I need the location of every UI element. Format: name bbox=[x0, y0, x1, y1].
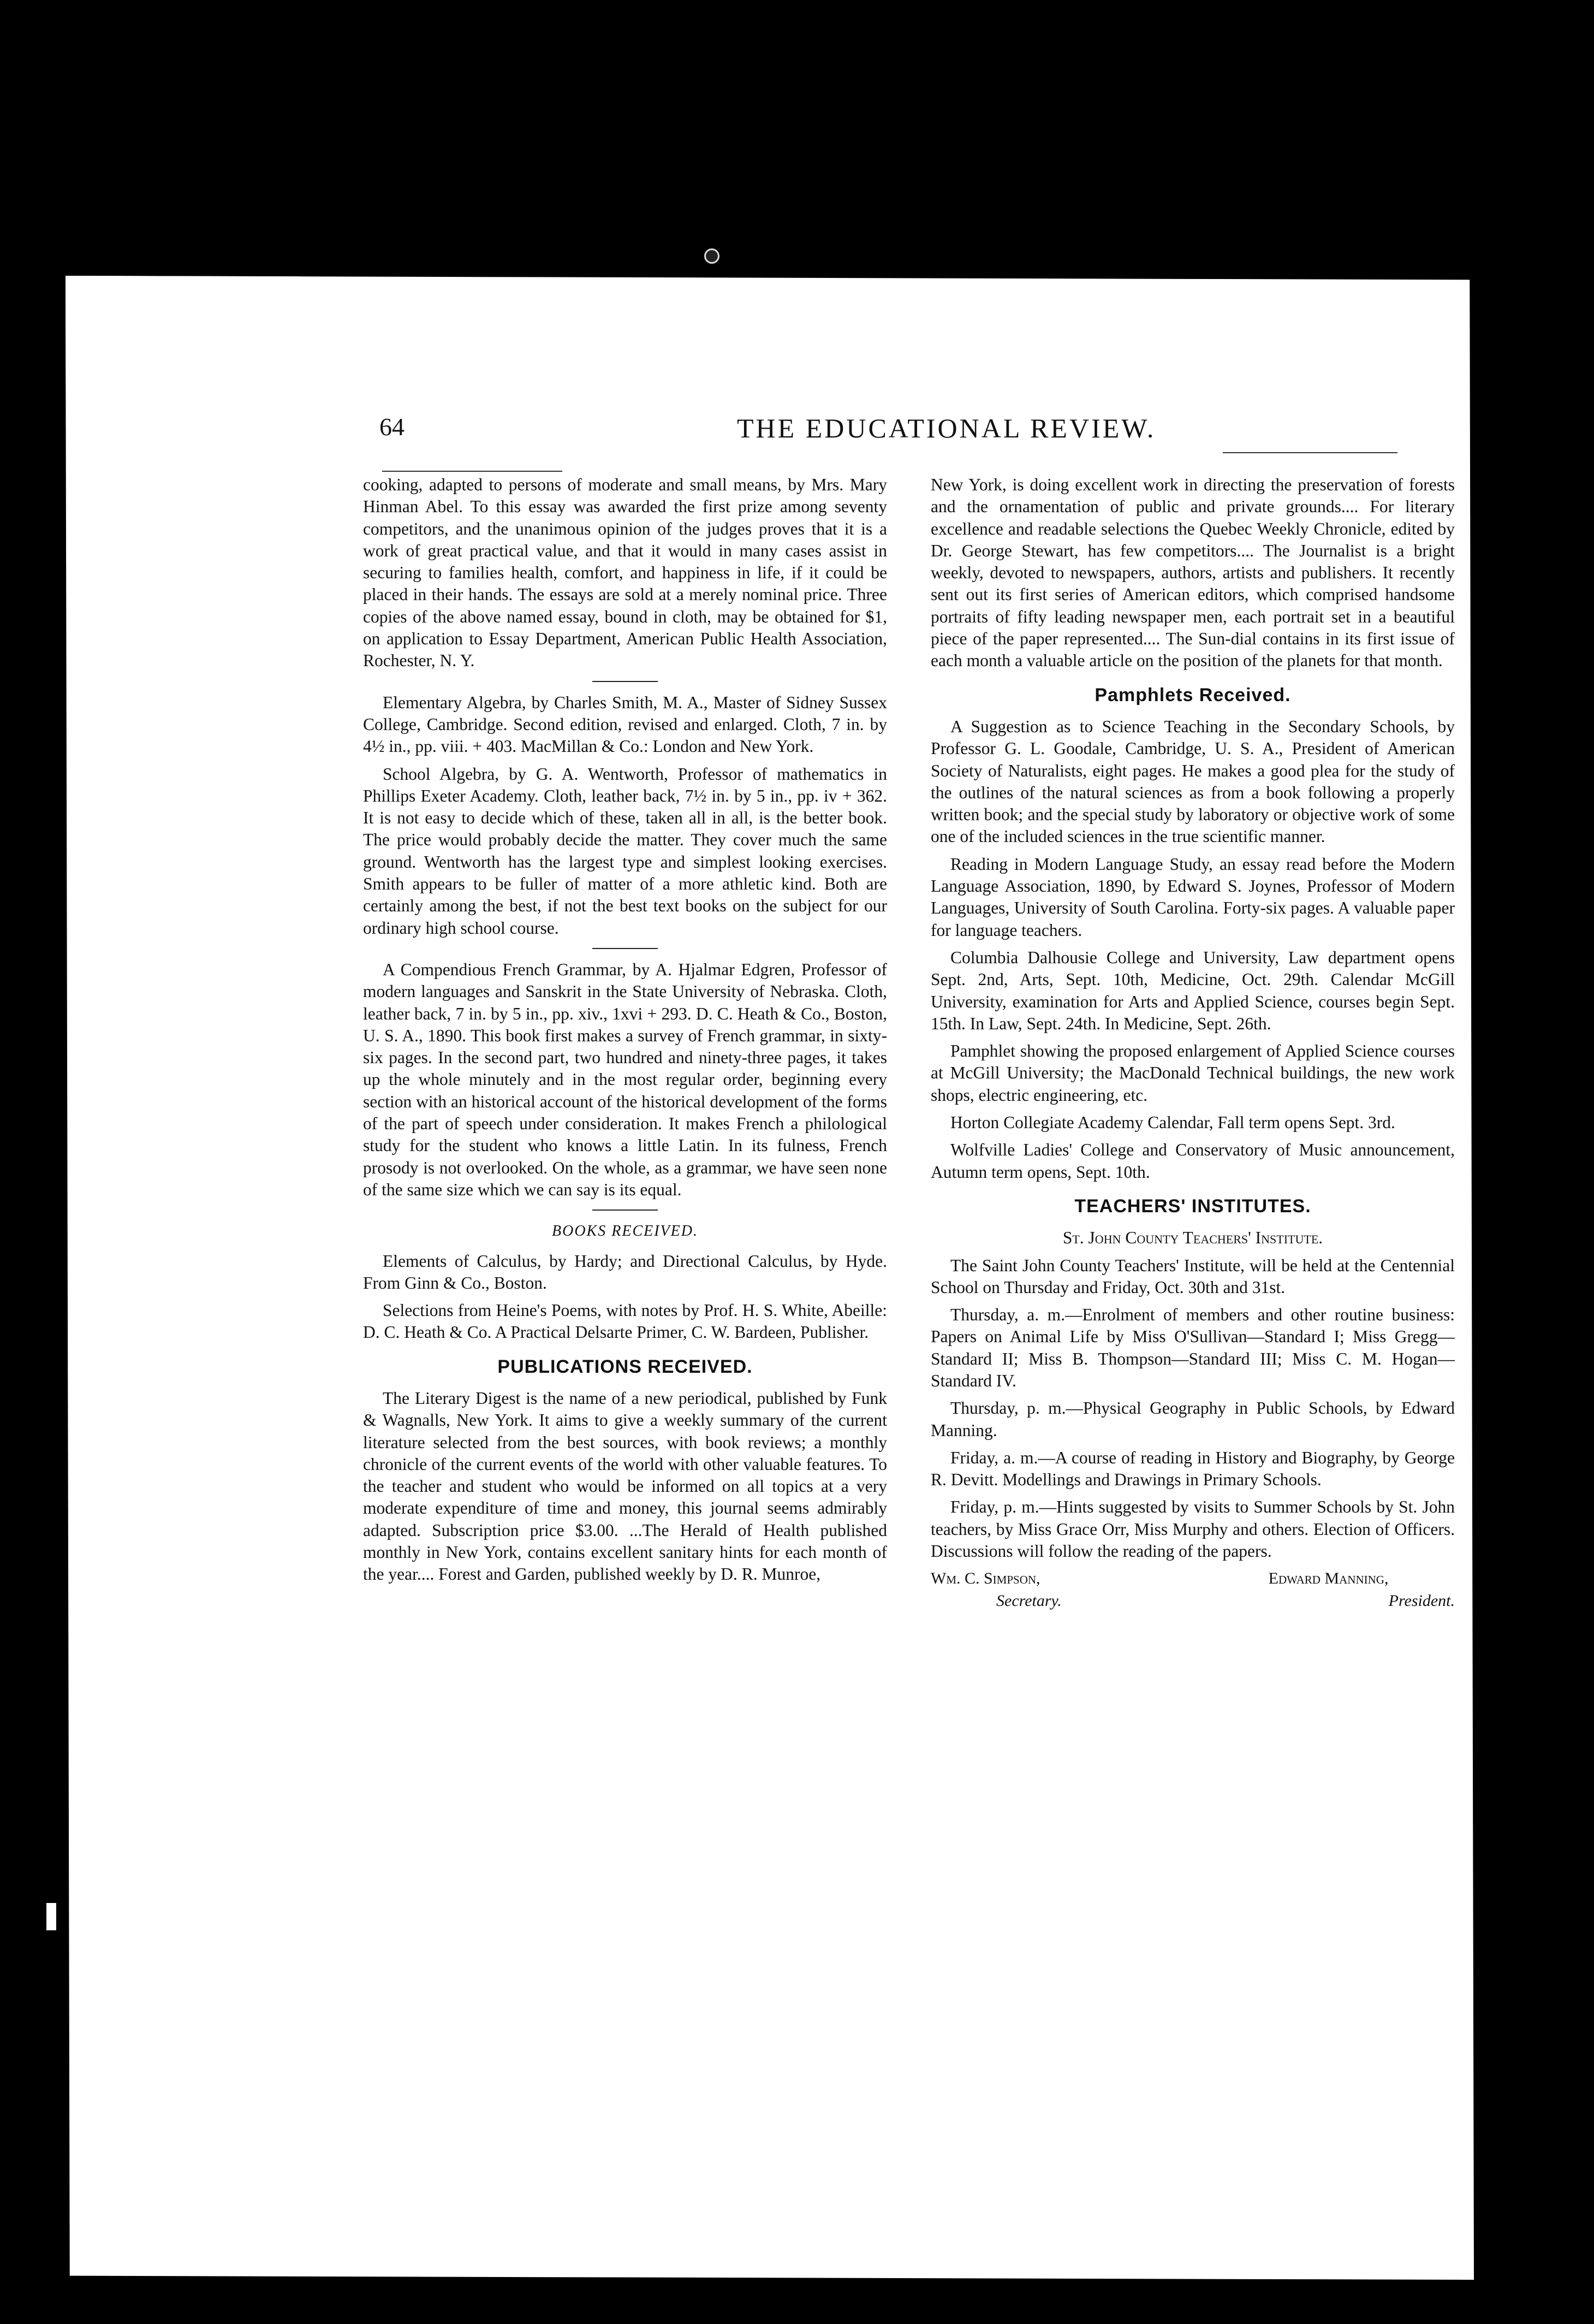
page-number: 64 bbox=[379, 413, 405, 441]
institute-item: Friday, a. m.—A course of reading in History and Biography, by George R. Devitt. Modellings and Drawings in Primary Schools. bbox=[931, 1448, 1455, 1490]
signature-president bbox=[1269, 1568, 1455, 1612]
institute-item: Thursday, a. m.—Enrolment of members and other routine business: Papers on Animal Life by Miss O'Sullivan—Standard I; Miss Gregg—Standard II; Miss B. Thompson—Standard III; Miss C. M. Hogan—Standard IV. bbox=[931, 1305, 1455, 1390]
publications-heading: PUBLICATIONS RECEIVED. bbox=[497, 1356, 753, 1377]
right-column bbox=[931, 474, 1455, 1612]
pamphlets-heading: Pamphlets Received. bbox=[1095, 684, 1291, 706]
review-elementary-algebra: Elementary Algebra, by Charles Smith, M. A., Master of Sidney Sussex College, Cambridge. Second edition, revised and enlarged. Cloth, 7 in. by 4½ in., pp. viii. + 403. MacMillan & Co.: London and New York. bbox=[363, 692, 887, 756]
signature-secretary bbox=[931, 1568, 1062, 1612]
institute-item: Friday, p. m.—Hints suggested by visits to Summer Schools by St. John teachers, by Miss Grace Orr, Miss Murphy and others. Election of Officers. Discussions will follow the reading of the papers. bbox=[931, 1497, 1455, 1561]
books-item: Elements of Calculus, by Hardy; and Directional Calculus, by Hyde. From Ginn & Co., Boston. bbox=[363, 1251, 887, 1293]
scan-speck bbox=[704, 248, 719, 264]
page-header bbox=[379, 412, 1458, 445]
institute-item: Thursday, p. m.—Physical Geography in Public Schools, by Edward Manning. bbox=[931, 1398, 1455, 1440]
review-french-grammar: A Compendious French Grammar, by A. Hjalmar Edgren, Professor of modern languages and Sanskrit in the State University of Nebraska. Cloth, leather back, 7 in. by 5 in., pp. xiv., 1xvi + 293. D. C. Heath & Co., Boston, U. S. A., 1890. This book first makes a survey of French grammar, in sixty-six pages. In the second part, two hundred and ninety-three pages, it takes up the whole minutely and in the most regular order, beginning every section with an historical account of the historical development of the forms of the part of speech under consideration. It makes French a philological study for the student who knows a little Latin. In its fulness, French prosody is not overlooked. On the whole, as a grammar, we have seen none of the same size which we can say is its equal. bbox=[363, 959, 887, 1199]
scan-speck bbox=[46, 1903, 56, 1930]
books-item: Selections from Heine's Poems, with notes by Prof. H. S. White, Abeille: D. C. Heath & Co. A Practical Delsarte Primer, C. W. Bardeen, Publisher. bbox=[363, 1301, 887, 1342]
secretary-name: Wm. C. Simpson, bbox=[931, 1569, 1040, 1588]
pamphlet-item: Reading in Modern Language Study, an essay read before the Modern Language Association, 1890, by Edward S. Joynes, Professor of Modern Languages, University of South Carolina. Forty-six pages. A valuable paper for language teachers. bbox=[931, 854, 1455, 940]
publications-text: The Literary Digest is the name of a new periodical, published by Funk & Wagnalls, New York. It aims to give a weekly summary of the current literature selected from the best sources, with book reviews; a monthly chronicle of the current events of the world with other valuable features. To the teacher and student who would be informed on all topics at a very moderate expenditure of time and money, this journal seems admirably adapted. Subscription price $3.00. ...The Herald of Health published monthly in New York, contains excellent sanitary hints for each month of the year.... Forest and Garden, published weekly by D. R. Munroe, bbox=[363, 1388, 887, 1584]
president-name: Edward Manning, bbox=[1268, 1569, 1389, 1588]
books-received-heading: BOOKS RECEIVED. bbox=[552, 1223, 698, 1240]
secretary-role: Secretary. bbox=[996, 1591, 1062, 1610]
pamphlet-item: A Suggestion as to Science Teaching in the Secondary Schools, by Professor G. L. Goodale, Cambridge, U. S. A., President of American Society of Naturalists, eight pages. He makes a good plea for the study of the outlines of the natural sciences as from a book following a properly written book; and the special study by laboratory or objective work of some one of the included sciences in the true scientific manner. bbox=[931, 716, 1455, 846]
pamphlet-item: Pamphlet showing the proposed enlargement of Applied Science courses at McGill University; the MacDonald Technical buildings, the new work shops, electric engineering, etc. bbox=[931, 1041, 1455, 1105]
signatures bbox=[931, 1568, 1455, 1612]
pamphlet-item: Horton Collegiate Academy Calendar, Fall term opens Sept. 3rd. bbox=[950, 1113, 1395, 1133]
pamphlet-item: Columbia Dalhousie College and University, Law department opens Sept. 2nd, Arts, Sept. 10th, Medicine, Oct. 29th. Calendar McGill University, examination for Arts and Applied Science, courses begin Sept. 15th. In Law, Sept. 24th. In Medicine, Sept. 26th. bbox=[931, 947, 1455, 1033]
page-curl-fill bbox=[66, 276, 300, 429]
teachers-institutes-heading: TEACHERS' INSTITUTES. bbox=[1074, 1195, 1311, 1217]
president-role: President. bbox=[1388, 1591, 1455, 1610]
journal-title: THE EDUCATIONAL REVIEW. bbox=[737, 413, 1156, 443]
institute-subheading: St. John County Teachers' Institute. bbox=[1062, 1228, 1323, 1248]
left-column bbox=[363, 474, 887, 1591]
publications-continuation: New York, is doing excellent work in directing the preservation of forests and the ornamentation of public and private grounds.... For literary excellence and readable selections the Quebec Weekly Chronicle, edited by Dr. George Stewart, has few competitors.... The Journalist is a bright weekly, devoted to newspapers, authors, artists and publishers. It recently sent out its first series of American editors, which comprised handsome portraits of fifty leading newspaper men, each portrait set in a beautiful piece of the paper represented.... The Sun-dial contains in its first issue of each month a valuable article on the position of the planets for that month. bbox=[931, 475, 1455, 671]
separator bbox=[592, 948, 658, 949]
separator bbox=[592, 1210, 658, 1211]
header-rule-left bbox=[382, 471, 562, 472]
separator bbox=[592, 681, 658, 682]
pamphlet-item: Wolfville Ladies' College and Conservatory of Music announcement, Autumn term opens, Sept. 10th. bbox=[931, 1140, 1455, 1182]
header-rule-right bbox=[1223, 452, 1397, 453]
review-school-algebra: School Algebra, by G. A. Wentworth, Professor of mathematics in Phillips Exeter Academy. Cloth, leather back, 7½ in. by 5 in., pp. iv + 362. It is not easy to decide which of these, taken all in all, is the better book. The price would probably decide the matter. They cover much the same ground. Wentworth has the largest type and simplest looking exercises. Smith appears to be fuller of matter of a more athletic kind. Both are certainly among the best, if not the best text books on the subject for our ordinary high school course. bbox=[363, 764, 887, 938]
essay-continuation: cooking, adapted to persons of moderate and small means, by Mrs. Mary Hinman Abel. To this essay was awarded the first prize among seventy competitors, and the unanimous opinion of the judges proves that it is a work of great practical value, and that it would in many cases assist in securing to families health, comfort, and happiness in life, if it could be placed in their hands. The essays are sold at a merely nominal price. Three copies of the above named essay, bound in cloth, may be obtained for $1, on application to Essay Department, American Public Health Association, Rochester, N. Y. bbox=[363, 475, 887, 671]
institute-item: The Saint John County Teachers' Institute, will be held at the Centennial School on Thursday and Friday, Oct. 30th and 31st. bbox=[931, 1255, 1455, 1297]
